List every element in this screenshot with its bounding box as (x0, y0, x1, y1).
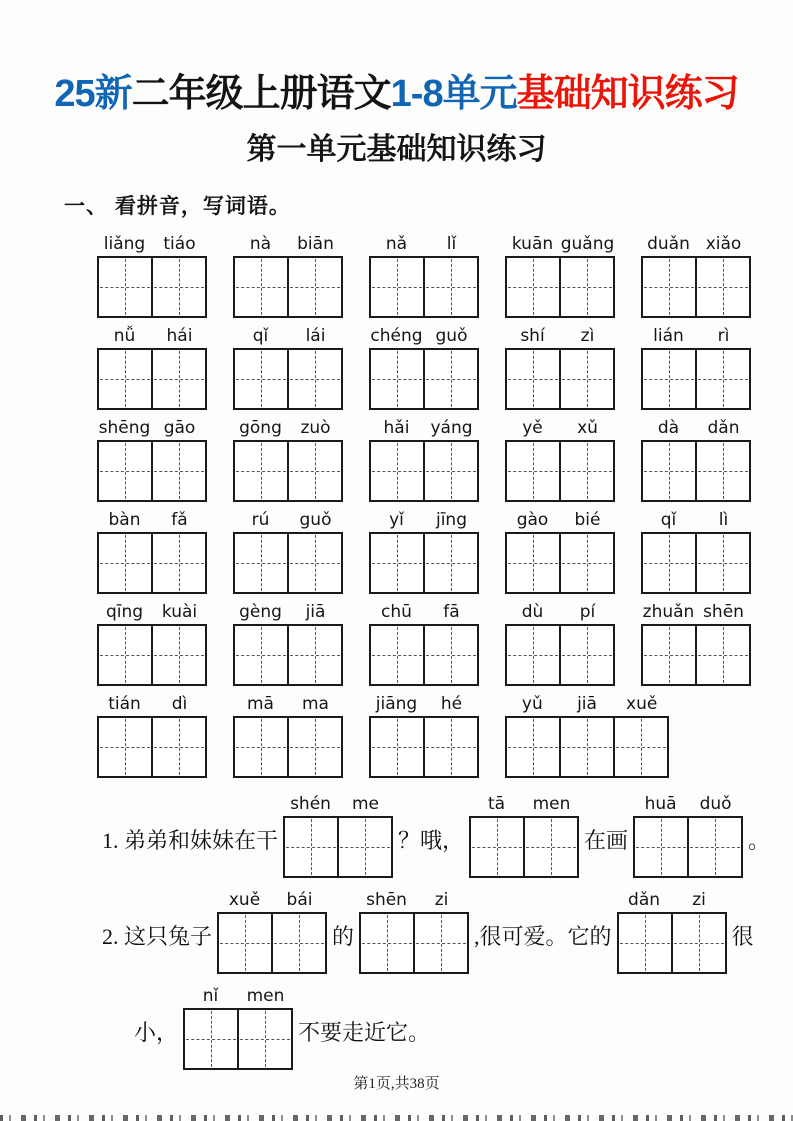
pinyin-syllable: hé (440, 694, 463, 714)
writing-cell (423, 718, 477, 776)
unit-subtitle: 第一单元基础知识练习 (246, 133, 547, 166)
title-segment: 1-8单元 (390, 73, 517, 115)
pinyin-word-group (369, 598, 479, 686)
sentence-text: 2. 这只兔子 (102, 924, 213, 949)
word-row (97, 690, 793, 778)
pinyin-word-group (633, 790, 743, 878)
sentence-line (97, 886, 793, 974)
pinyin-label (97, 414, 207, 438)
pinyin-label (233, 690, 343, 714)
pinyin-syllable: dǎn (628, 890, 661, 910)
writing-cell (287, 258, 341, 316)
pinyin-label (369, 506, 479, 530)
pinyin-syllable: lì (718, 510, 729, 530)
title-segment: 二年级上册语文 (131, 73, 391, 115)
pinyin-word-group (183, 982, 293, 1070)
pinyin-syllable: me (352, 794, 380, 814)
word-row (97, 230, 793, 318)
pinyin-word-group (359, 886, 469, 974)
writing-grid (369, 716, 479, 778)
pinyin-syllable: guǒ (299, 510, 332, 530)
pinyin-label (505, 598, 615, 622)
pinyin-label (505, 414, 615, 438)
pinyin-word-group (233, 690, 343, 778)
writing-grid (233, 716, 343, 778)
writing-cell (371, 350, 423, 408)
pinyin-word-group (505, 322, 615, 410)
sentence-text: 不要走近它。 (298, 1020, 431, 1045)
sentence-text: ？哦， (398, 828, 465, 853)
writing-cell (151, 626, 205, 684)
writing-cell (559, 626, 613, 684)
writing-cell (423, 350, 477, 408)
pinyin-label (217, 886, 327, 910)
word-row (97, 506, 793, 594)
writing-cell (151, 350, 205, 408)
sentence-text: 很 (731, 924, 754, 949)
writing-cell (99, 718, 151, 776)
pinyin-syllable: men (246, 986, 285, 1006)
pinyin-word-group (641, 322, 751, 410)
writing-grid (97, 348, 207, 410)
pinyin-label (633, 790, 743, 814)
writing-cell (423, 442, 477, 500)
writing-grid (233, 256, 343, 318)
pinyin-syllable: bié (574, 510, 601, 530)
pinyin-syllable: zhuǎn (642, 602, 695, 622)
pinyin-word-group (233, 598, 343, 686)
pinyin-syllable: dì (171, 694, 188, 714)
section-heading: 一、 看拼音，写词语。 (64, 195, 291, 218)
pinyin-syllable: zì (580, 326, 595, 346)
writing-grid (217, 912, 327, 974)
writing-cell (185, 1010, 237, 1068)
writing-cell (423, 626, 477, 684)
sentence-line (97, 982, 793, 1070)
sentence-section (97, 790, 793, 1070)
pinyin-syllable: rú (251, 510, 270, 530)
pinyin-word-group (369, 506, 479, 594)
pinyin-label (641, 322, 751, 346)
writing-cell (235, 718, 287, 776)
pinyin-syllable: nǚ (113, 326, 136, 346)
writing-grid (641, 348, 751, 410)
pinyin-syllable: yáng (430, 418, 473, 438)
pinyin-word-group (233, 506, 343, 594)
pinyin-syllable: tián (108, 694, 141, 714)
pinyin-word-group (97, 322, 207, 410)
writing-cell (271, 914, 325, 972)
pinyin-syllable: nǐ (202, 986, 219, 1006)
writing-cell (507, 442, 559, 500)
sentence-text: 。 (748, 828, 771, 853)
pinyin-label (97, 322, 207, 346)
pinyin-syllable: tiáo (163, 234, 196, 254)
pinyin-syllable: gōng (239, 418, 282, 438)
writing-cell (287, 718, 341, 776)
writing-grid (641, 624, 751, 686)
writing-cell (523, 818, 577, 876)
pinyin-syllable: fǎ (171, 510, 188, 530)
pinyin-syllable: dà (657, 418, 680, 438)
writing-grid (233, 348, 343, 410)
writing-cell (413, 914, 467, 972)
writing-cell (287, 626, 341, 684)
pinyin-syllable: liǎng (103, 234, 146, 254)
writing-cell (371, 258, 423, 316)
pinyin-word-group (505, 230, 615, 318)
pinyin-syllable: jiāng (375, 694, 418, 714)
pinyin-syllable: lián (653, 326, 684, 346)
pinyin-word-group (217, 886, 327, 974)
word-grid-rows (97, 230, 793, 778)
pinyin-syllable: yǔ (521, 694, 543, 714)
pinyin-syllable: zi (434, 890, 449, 910)
pinyin-word-group (233, 230, 343, 318)
title-segment: 基础知识练习 (516, 73, 739, 115)
pinyin-word-group (641, 506, 751, 594)
pinyin-syllable: hái (166, 326, 193, 346)
writing-cell (219, 914, 271, 972)
pinyin-label (369, 322, 479, 346)
writing-grid (283, 816, 393, 878)
writing-cell (671, 914, 725, 972)
pinyin-word-group (233, 322, 343, 410)
writing-cell (235, 350, 287, 408)
writing-grid (469, 816, 579, 878)
writing-cell (559, 258, 613, 316)
pinyin-label (641, 598, 751, 622)
pinyin-syllable: tā (487, 794, 506, 814)
writing-grid (633, 816, 743, 878)
pinyin-word-group (97, 506, 207, 594)
pinyin-syllable: mā (247, 694, 274, 714)
pinyin-syllable: qǐ (660, 510, 677, 530)
pinyin-syllable: dù (521, 602, 544, 622)
writing-cell (695, 626, 749, 684)
writing-cell (151, 534, 205, 592)
writing-cell (423, 534, 477, 592)
sentence-text: ,很可爱。它的 (474, 924, 612, 949)
pinyin-syllable: lái (305, 326, 326, 346)
writing-cell (235, 258, 287, 316)
pinyin-word-group (617, 886, 727, 974)
writing-cell (235, 534, 287, 592)
sentence-text: 小， (134, 1020, 179, 1045)
writing-grid (97, 532, 207, 594)
writing-cell (99, 442, 151, 500)
pinyin-syllable: zi (692, 890, 706, 910)
writing-cell (559, 718, 613, 776)
pinyin-syllable: shēn (703, 602, 744, 622)
writing-cell (99, 534, 151, 592)
writing-grid (641, 440, 751, 502)
writing-cell (361, 914, 413, 972)
writing-cell (695, 442, 749, 500)
pinyin-syllable: pí (579, 602, 596, 622)
writing-cell (635, 818, 687, 876)
pinyin-label (369, 598, 479, 622)
pinyin-syllable: duǒ (699, 794, 732, 814)
writing-grid (233, 624, 343, 686)
pinyin-label (369, 414, 479, 438)
writing-cell (695, 534, 749, 592)
pinyin-label (469, 790, 579, 814)
writing-grid (617, 912, 727, 974)
writing-grid (97, 256, 207, 318)
pinyin-word-group (369, 690, 479, 778)
pinyin-word-group (283, 790, 393, 878)
pinyin-syllable: qīng (105, 602, 144, 622)
writing-cell (237, 1010, 291, 1068)
writing-cell (371, 718, 423, 776)
pinyin-syllable: huā (644, 794, 677, 814)
pinyin-label (505, 230, 615, 254)
pinyin-syllable: gèng (239, 602, 282, 622)
pinyin-label (233, 598, 343, 622)
pinyin-label (233, 230, 343, 254)
pinyin-word-group (233, 414, 343, 502)
sentence-text: 的 (332, 924, 355, 949)
pinyin-syllable: biān (297, 234, 334, 254)
writing-cell (337, 818, 391, 876)
pinyin-syllable: xǔ (577, 418, 598, 438)
pinyin-label (183, 982, 293, 1006)
writing-cell (613, 718, 667, 776)
sentence-line (97, 790, 793, 878)
writing-cell (643, 534, 695, 592)
pinyin-label (369, 690, 479, 714)
pinyin-word-group (369, 230, 479, 318)
pinyin-word-group (641, 414, 751, 502)
pinyin-word-group (97, 230, 207, 318)
writing-cell (235, 442, 287, 500)
pinyin-word-group (369, 322, 479, 410)
writing-cell (643, 626, 695, 684)
writing-grid (183, 1008, 293, 1070)
writing-cell (695, 350, 749, 408)
writing-cell (99, 350, 151, 408)
pinyin-label (505, 506, 615, 530)
writing-grid (233, 532, 343, 594)
writing-cell (371, 626, 423, 684)
pinyin-syllable: nǎ (385, 234, 408, 254)
pinyin-word-group (505, 690, 669, 778)
writing-cell (423, 258, 477, 316)
pinyin-label (617, 886, 727, 910)
writing-grid (369, 532, 479, 594)
pinyin-syllable: fā (443, 602, 460, 622)
pinyin-label (641, 230, 751, 254)
writing-cell (643, 258, 695, 316)
pinyin-label (97, 506, 207, 530)
pinyin-syllable: yǐ (389, 510, 404, 530)
pinyin-syllable: gào (516, 510, 549, 530)
pinyin-syllable: hǎi (383, 418, 410, 438)
writing-cell (507, 626, 559, 684)
pinyin-syllable: gāo (163, 418, 196, 438)
writing-cell (151, 718, 205, 776)
pinyin-label (233, 414, 343, 438)
writing-cell (687, 818, 741, 876)
pinyin-label (505, 690, 669, 714)
writing-cell (287, 534, 341, 592)
writing-cell (507, 534, 559, 592)
pinyin-word-group (641, 230, 751, 318)
pinyin-label (641, 506, 751, 530)
pinyin-syllable: men (532, 794, 571, 814)
pinyin-label (359, 886, 469, 910)
writing-grid (369, 348, 479, 410)
pinyin-syllable: yě (522, 418, 543, 438)
pinyin-word-group (97, 414, 207, 502)
writing-cell (99, 626, 151, 684)
writing-cell (151, 258, 205, 316)
writing-cell (99, 258, 151, 316)
pinyin-syllable: jiā (305, 602, 326, 622)
pinyin-syllable: zuò (300, 418, 331, 438)
pinyin-word-group (369, 414, 479, 502)
writing-cell (619, 914, 671, 972)
writing-grid (505, 716, 669, 778)
pinyin-syllable: shēn (366, 890, 407, 910)
writing-grid (505, 440, 615, 502)
writing-grid (641, 532, 751, 594)
writing-grid (359, 912, 469, 974)
writing-grid (505, 348, 615, 410)
writing-cell (371, 442, 423, 500)
writing-cell (507, 350, 559, 408)
writing-grid (505, 532, 615, 594)
writing-cell (235, 626, 287, 684)
writing-cell (643, 442, 695, 500)
pinyin-syllable: nà (249, 234, 272, 254)
writing-cell (507, 258, 559, 316)
writing-grid (233, 440, 343, 502)
pinyin-label (641, 414, 751, 438)
writing-grid (369, 624, 479, 686)
writing-cell (507, 718, 559, 776)
page-title (20, 70, 773, 118)
pinyin-syllable: shēng (98, 418, 151, 438)
pinyin-syllable: lǐ (446, 234, 457, 254)
pinyin-label (233, 506, 343, 530)
pinyin-syllable: dǎn (707, 418, 740, 438)
word-row (97, 322, 793, 410)
writing-grid (505, 256, 615, 318)
pinyin-syllable: xiǎo (705, 234, 742, 254)
pinyin-word-group (505, 414, 615, 502)
pinyin-label (97, 598, 207, 622)
word-row (97, 414, 793, 502)
pinyin-syllable: chū (381, 602, 412, 622)
writing-cell (559, 442, 613, 500)
pinyin-syllable: duǎn (647, 234, 690, 254)
writing-cell (371, 534, 423, 592)
sentence-text: 在画 (584, 828, 629, 853)
writing-cell (643, 350, 695, 408)
pinyin-word-group (505, 506, 615, 594)
writing-grid (641, 256, 751, 318)
writing-cell (559, 350, 613, 408)
pinyin-label (233, 322, 343, 346)
pinyin-syllable: shí (520, 326, 545, 346)
pinyin-syllable: jīng (435, 510, 467, 530)
writing-grid (97, 716, 207, 778)
page-footer: 第1页,共38页 (353, 1076, 440, 1092)
pinyin-syllable: chéng (370, 326, 423, 346)
writing-grid (505, 624, 615, 686)
pinyin-label (97, 690, 207, 714)
pinyin-word-group (641, 598, 751, 686)
pinyin-label (369, 230, 479, 254)
pinyin-word-group (97, 598, 207, 686)
pinyin-syllable: xuě (626, 694, 658, 714)
pinyin-syllable: xuě (228, 890, 261, 910)
word-row (97, 598, 793, 686)
pinyin-syllable: rì (717, 326, 730, 346)
writing-grid (369, 440, 479, 502)
next-page-text-fragment (0, 1115, 793, 1121)
pinyin-syllable: jiā (577, 694, 597, 714)
writing-grid (97, 440, 207, 502)
pinyin-word-group (505, 598, 615, 686)
writing-cell (559, 534, 613, 592)
pinyin-label (505, 322, 615, 346)
pinyin-syllable: ma (302, 694, 329, 714)
pinyin-syllable: guǒ (435, 326, 468, 346)
pinyin-syllable: guǎng (560, 234, 615, 254)
pinyin-syllable: bái (286, 890, 313, 910)
title-segment: 25新 (54, 73, 132, 115)
pinyin-syllable: qǐ (252, 326, 269, 346)
writing-cell (151, 442, 205, 500)
pinyin-label (97, 230, 207, 254)
writing-grid (369, 256, 479, 318)
writing-cell (287, 350, 341, 408)
writing-cell (285, 818, 337, 876)
pinyin-word-group (97, 690, 207, 778)
writing-cell (471, 818, 523, 876)
pinyin-word-group (469, 790, 579, 878)
writing-grid (97, 624, 207, 686)
pinyin-label (283, 790, 393, 814)
pinyin-syllable: shén (290, 794, 331, 814)
writing-cell (287, 442, 341, 500)
pinyin-syllable: kuān (511, 234, 554, 254)
sentence-text: 1. 弟弟和妹妹在干 (102, 828, 279, 853)
pinyin-syllable: kuài (161, 602, 198, 622)
pinyin-syllable: bàn (108, 510, 141, 530)
writing-cell (695, 258, 749, 316)
